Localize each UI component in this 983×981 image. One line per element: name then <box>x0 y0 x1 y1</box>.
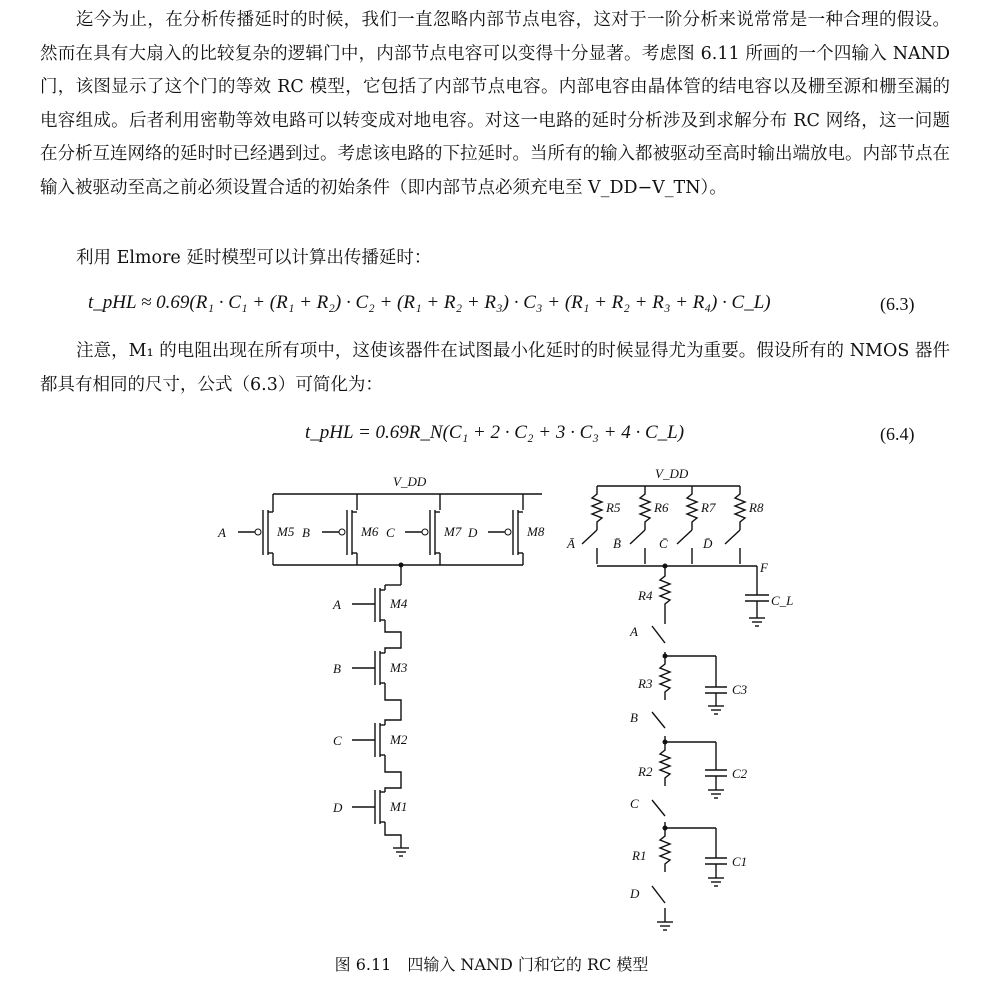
resistor-r7-label: R7 <box>701 500 716 515</box>
capacitor-c3-label: C3 <box>732 682 748 697</box>
left-nand-schematic <box>217 474 545 856</box>
right-rc-model <box>566 466 793 930</box>
nmos-m4 <box>332 585 408 622</box>
switch-cbar-label: C̄ <box>659 536 668 551</box>
resistor-r3-label: R3 <box>638 676 653 691</box>
pullup-branch-1 <box>566 486 621 564</box>
switch-bbar-label: B̄ <box>613 536 621 551</box>
nmos-m3-gate: B <box>333 661 341 676</box>
capacitor-c2-label: C2 <box>732 766 748 781</box>
pullup-branch-4 <box>702 486 764 564</box>
switch-d-label: D <box>630 886 640 901</box>
pmos-m5 <box>217 510 295 565</box>
resistor-r5-label: R5 <box>606 500 621 515</box>
capacitor-c3 <box>705 656 748 714</box>
left-vdd-label: V_DD <box>393 474 427 489</box>
nmos-m4-name: M4 <box>390 596 408 611</box>
pmos-m8-name: M8 <box>527 524 545 539</box>
output-node-f: F <box>760 560 768 575</box>
nmos-m3-name: M3 <box>390 660 408 675</box>
pullup-branch-3 <box>659 486 716 564</box>
pmos-m6-name: M6 <box>361 524 379 539</box>
pmos-m7 <box>386 510 462 565</box>
pmos-m8-gate: D <box>468 525 478 540</box>
nmos-m1-name: M1 <box>390 799 408 814</box>
equation-6-4: t_pHL = 0.69R_N(C₁ + 2 · C₂ + 3 · C₃ + 4 · C_L) <box>305 422 685 443</box>
resistor-r8-label: R8 <box>749 500 764 515</box>
resistor-r1-label: R1 <box>632 848 647 863</box>
load-capacitor <box>745 566 793 626</box>
pullup-branch-2 <box>613 486 669 564</box>
switch-dbar-label: D̄ <box>703 536 713 551</box>
equation-6-4-number: (6.4) <box>880 424 915 444</box>
right-vdd-label: V_DD <box>655 466 689 481</box>
figure-caption: 图 6.11 四输入 NAND 门和它的 RC 模型 <box>334 955 649 974</box>
left-ground-icon <box>393 848 409 856</box>
resistor-r2-label: R2 <box>638 764 653 779</box>
pmos-m6 <box>302 510 379 565</box>
nmos-m1 <box>332 790 407 824</box>
equation-6-3: t_pHL ≈ 0.69(R₁ · C₁ + (R₁ + R₂) · C₂ + (R₁ + R₂ + R₃) · C₃ + (R₁ + R₂ + R₃ + R₄) · C_L) <box>88 292 771 313</box>
capacitor-c1 <box>705 828 747 886</box>
nmos-m2-name: M2 <box>390 732 408 747</box>
nmos-m4-gate: A <box>333 597 341 612</box>
switch-b-label: B <box>630 710 638 725</box>
switch-a-label: A <box>630 624 638 639</box>
pmos-m8 <box>467 510 545 565</box>
paragraph-elmore: 利用 Elmore 延时模型可以计算出传播延时： <box>76 248 432 268</box>
equation-6-3-number: (6.3) <box>880 294 915 314</box>
right-ground-icon <box>657 922 673 930</box>
resistor-r4-label: R4 <box>638 588 653 603</box>
switch-abar-label: Ā <box>567 536 575 551</box>
nmos-m3 <box>333 651 408 685</box>
pmos-m7-gate: C <box>386 525 395 540</box>
pmos-m5-gate: A <box>218 525 226 540</box>
capacitor-c1-label: C1 <box>732 854 748 869</box>
capacitor-c2 <box>705 742 748 798</box>
pmos-m5-name: M5 <box>277 524 295 539</box>
nmos-m2-gate: C <box>333 733 342 748</box>
pmos-m7-name: M7 <box>444 524 462 539</box>
pmos-m6-gate: B <box>302 525 310 540</box>
switch-c-label: C <box>630 796 639 811</box>
paragraph-intro: 迄今为止，在分析传播延时的时候，我们一直忽略内部节点电容，这对于一阶分析来说常常是一种合理的假设。然而在具有大扇入的比较复杂的逻辑门中，内部节点电容可以变得十分显著。考虑图 6.11 所画的一个四输入 NAND 门，该图显示了这个门的等效 RC 模型，它包括了内部节点电容。内部电容由晶体管的结电容以及栅至源和栅至漏的电容组成。后者利用密勒等效电路可以转变成对地电容。对这一电路的延时分析涉及到求解分布 RC 网络，这一问题在分析互连网络的延时时已经遇到过。考虑该电路的下拉延时。当所有的输入都被驱动至高时输出端放电。内部节点在输入被驱动至高之前必须设置合适的初始条件（即内部节点必须充电至 V_DD−V_TN）。 <box>40 10 950 198</box>
nmos-m2 <box>333 723 408 757</box>
resistor-r6-label: R6 <box>654 500 669 515</box>
load-capacitor-label: C_L <box>771 593 794 608</box>
paragraph-m1-note: 注意，M₁ 的电阻出现在所有项中，这使该器件在试图最小化延时的时候显得尤为重要。假设所有的 NMOS 器件都具有相同的尺寸，公式（6.3）可简化为： <box>40 341 950 395</box>
nmos-m1-gate: D <box>333 800 343 815</box>
